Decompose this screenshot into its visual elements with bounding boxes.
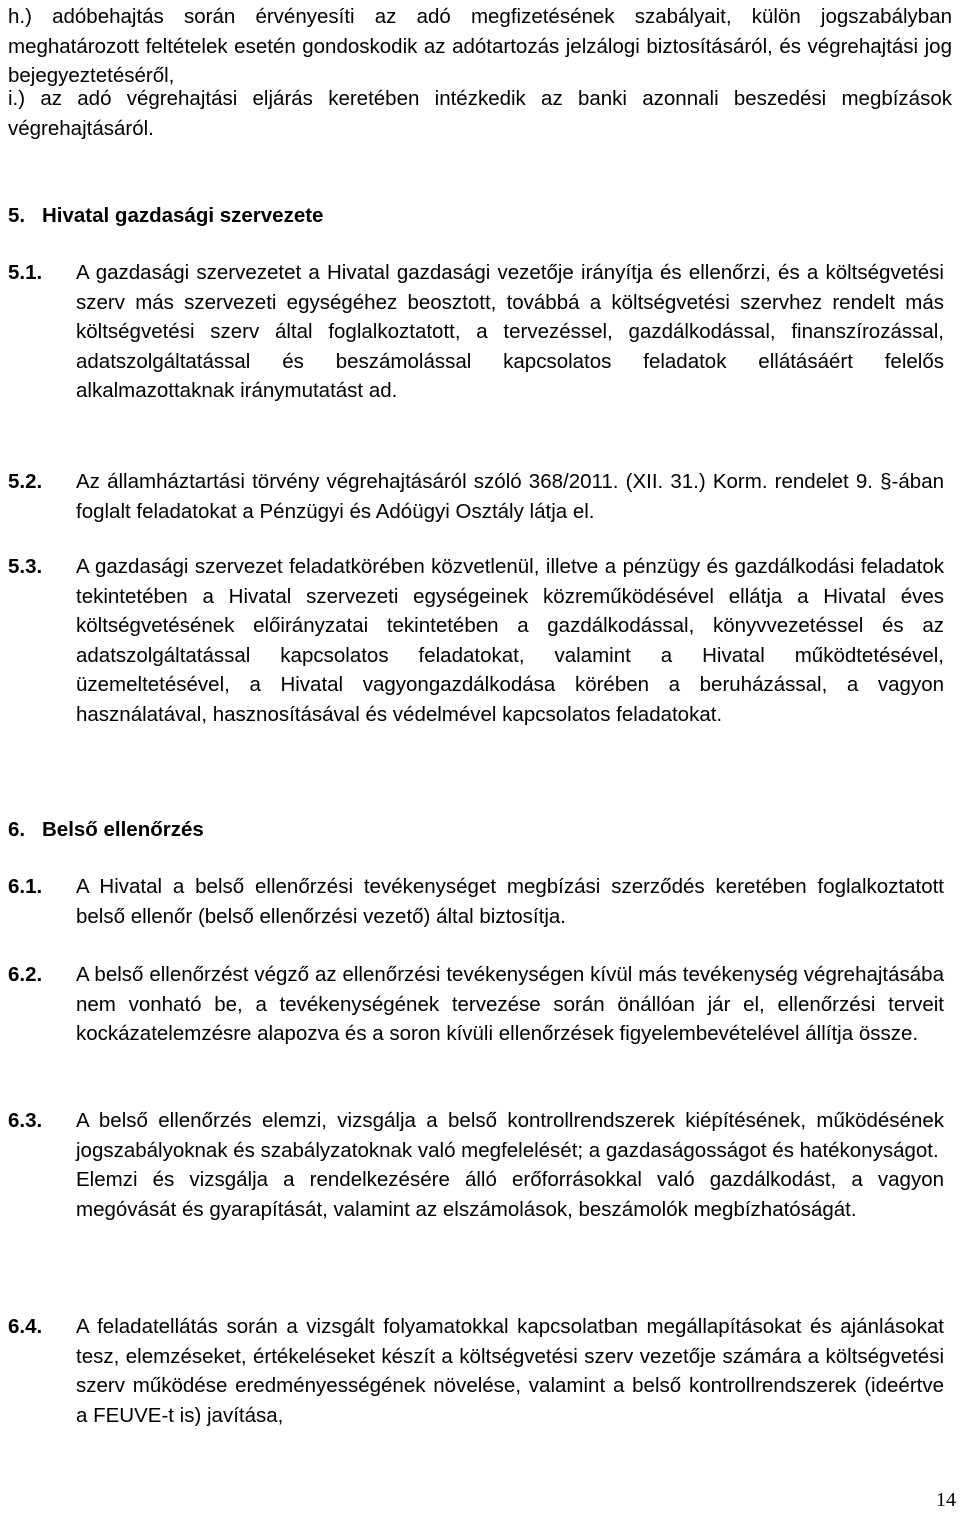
section-title: Belső ellenőrzés <box>42 818 204 841</box>
paragraph-number: 5.2. <box>8 470 43 493</box>
page-number: 14 <box>936 1489 956 1511</box>
paragraph-text: A gazdasági szervezetet a Hivatal gazdasági vezetője irányítja és ellenőrzi, és a költségvetési szerv más szervezeti egységéhez beosztott, továbbá a költségvetési szervhez rendelt más költségvetési szerv által foglalkoztatott, a tervezéssel, gazdálkodással, finanszírozással, adatszolgáltatással és beszámolással kapcsolatos feladatok ellátásáért felelős alkalmazottaknak iránymutatást ad. <box>76 261 944 402</box>
intro-item-i <box>8 84 952 143</box>
paragraph-text: A gazdasági szervezet feladatkörében közvetlenül, illetve a pénzügy és gazdálkodási feladatok tekintetében a Hivatal szervezeti egységeinek közreműködésével ellátja a Hivatal éves költségvetésének előirányzatai tekintetében a gazdálkodással, könyvvezetéssel és az adatszolgáltatással kapcsolatos feladatokat, valamint a Hivatal működtetésével, üzemeltetésével, a Hivatal vagyongazdálkodása körében a beruházással, a vagyon használatával, hasznosításával és védelmével kapcsolatos feladatokat. <box>76 555 944 726</box>
paragraph-number: 5.3. <box>8 555 43 578</box>
intro-item-text: i.) az adó végrehajtási eljárás keretében intézkedik az banki azonnali beszedési megbízások végrehajtásáról. <box>8 87 952 140</box>
intro-item-text: h.) adóbehajtás során érvényesíti az adó megfizetésének szabályait, külön jogszabályban meghatározott feltételek esetén gondoskodik az adótartozás jelzálogi biztosításáról, és végrehajtási jog bejegyeztetéséről, <box>8 5 952 87</box>
paragraph-text-continued: Elemzi és vizsgálja a rendelkezésére álló erőforrásokkal való gazdálkodást, a vagyon megóvását és gyarapítását, valamint az elszámolások, beszámolók megbízhatóságát. <box>76 1168 944 1221</box>
paragraph-number: 6.1. <box>8 875 43 898</box>
section-number: 5. <box>8 204 26 227</box>
paragraph-body <box>76 1106 944 1224</box>
paragraph-text: A belső ellenőrzést végző az ellenőrzési tevékenységen kívül más tevékenység végrehajtásába nem vonható be, a tevékenységének tervezése során önállóan jár el, ellenőrzési terveit kockázatelemzésre alapozva és a soron kívüli ellenőrzések figyelembevételével állítja össze. <box>76 963 944 1045</box>
paragraph-text: A feladatellátás során a vizsgált folyamatokkal kapcsolatban megállapításokat és ajánlásokat tesz, elemzéseket, értékeléseket készít a költségvetési szerv vezetője számára a költségvetési szerv működése eredményességének növelése, valamint a belső kontrollrendszerek (ideértve a FEUVE-t is) javítása, <box>76 1315 944 1427</box>
section-number: 6. <box>8 818 26 841</box>
section-title: Hivatal gazdasági szervezete <box>42 204 324 227</box>
paragraph-text: A Hivatal a belső ellenőrzési tevékenységet megbízási szerződés keretében foglalkoztatott belső ellenőr (belső ellenőrzési vezető) által biztosítja. <box>76 875 944 928</box>
section-heading <box>8 815 204 845</box>
paragraph-number: 6.4. <box>8 1315 43 1338</box>
paragraph-text: Az államháztartási törvény végrehajtásáról szóló 368/2011. (XII. 31.) Korm. rendelet 9. §-ában foglalt feladatokat a Pénzügyi és Adóügyi Osztály látja el. <box>76 470 944 523</box>
section-heading <box>8 201 323 231</box>
paragraph-text: A belső ellenőrzés elemzi, vizsgálja a belső kontrollrendszerek kiépítésének, működésének jogszabályoknak és szabályzatoknak való megfelelését; a gazdaságosságot és hatékonyságot. <box>76 1109 944 1162</box>
paragraph-number: 5.1. <box>8 261 43 284</box>
paragraph-number: 6.2. <box>8 963 43 986</box>
intro-item-h <box>8 2 952 91</box>
paragraph-number: 6.3. <box>8 1109 43 1132</box>
